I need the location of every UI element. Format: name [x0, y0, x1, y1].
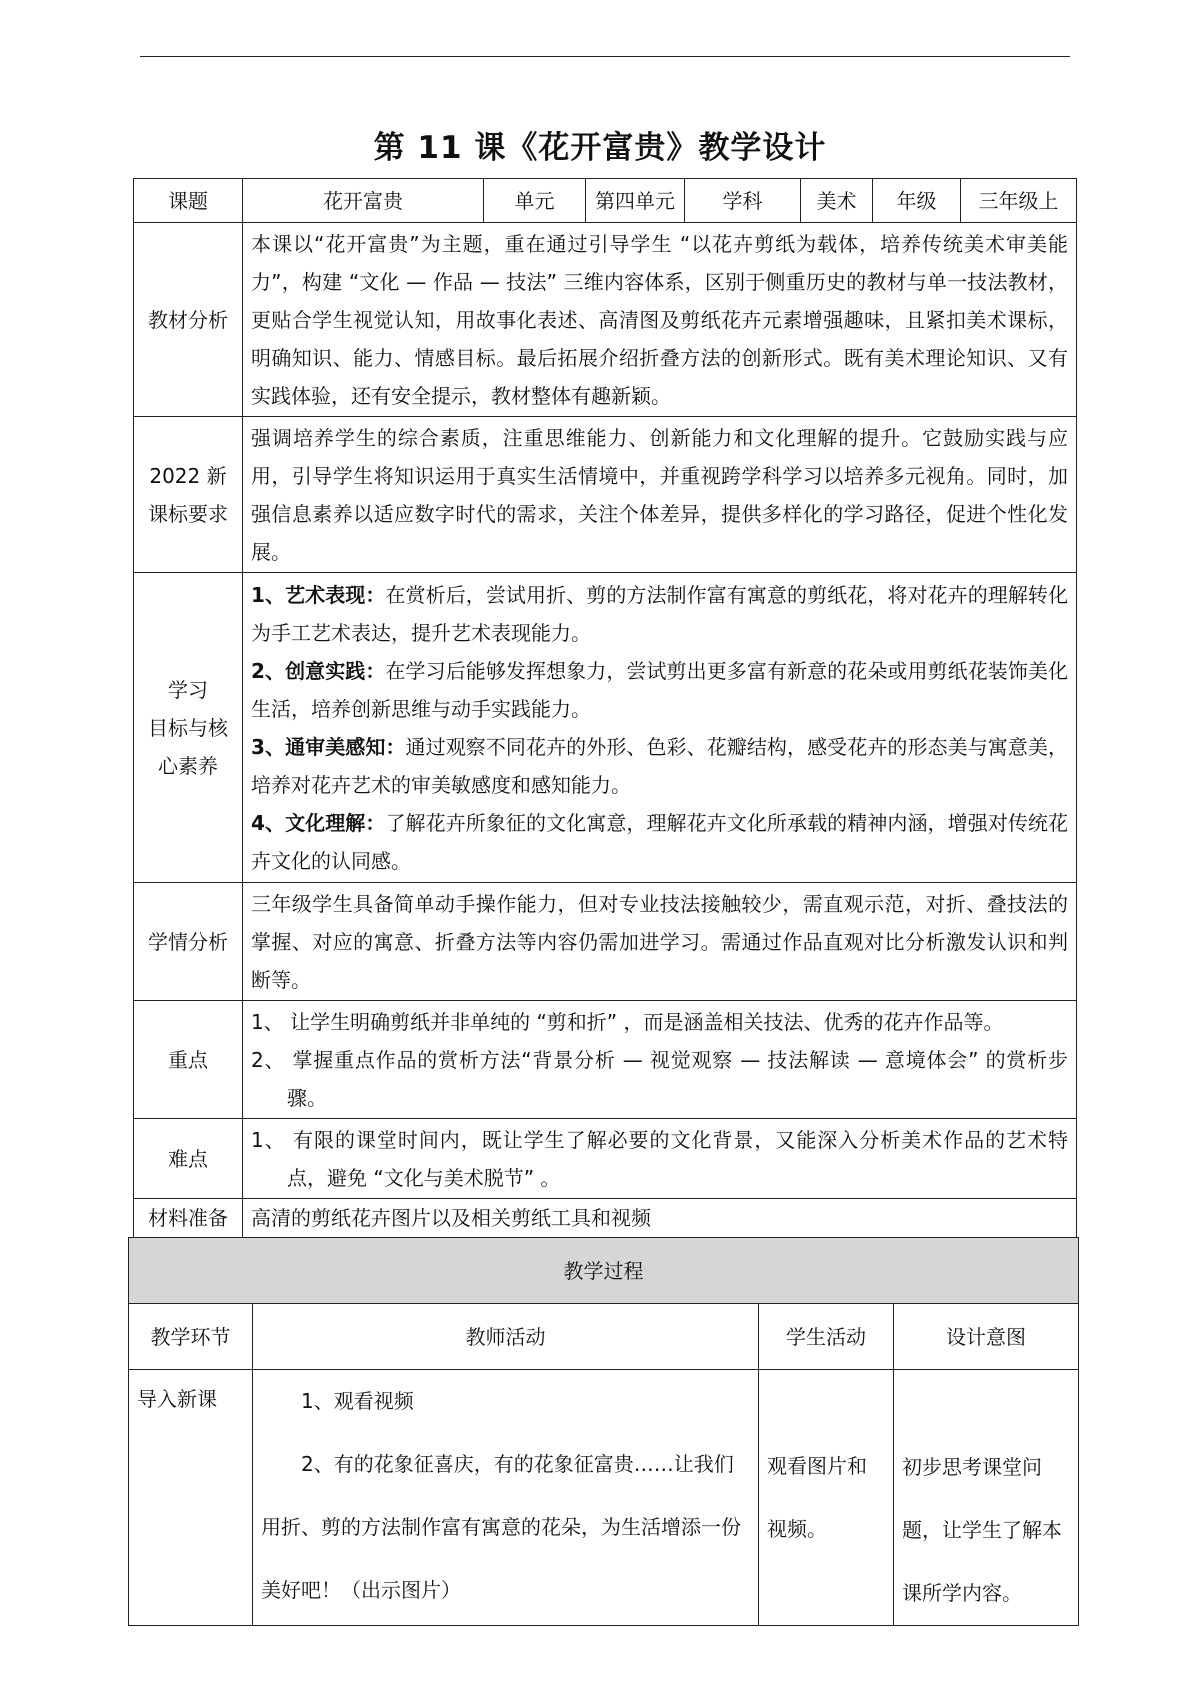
- key-row: [134, 1001, 1077, 1119]
- analysis-row: [134, 883, 1077, 1001]
- goal-item: [251, 728, 1068, 804]
- standard-label-line-2: 课标要求: [148, 501, 228, 526]
- goals-row: [134, 573, 1077, 883]
- lesson-info-table: [133, 178, 1077, 1238]
- header-row: [134, 179, 1077, 223]
- prep-label: 材料准备: [134, 1199, 243, 1238]
- goal-item-head: 2、创意实践：: [251, 658, 386, 683]
- intro-teacher: [253, 1370, 759, 1626]
- prep-row: [134, 1199, 1077, 1238]
- process-title: 教学过程: [129, 1238, 1079, 1304]
- goal-label-line-1: 学习: [168, 677, 208, 702]
- goal-item-text: 在学习后能够发挥想象力，尝试剪出更多富有新意的花朵或用剪纸花装饰美化生活，培养创新思维与动手实践能力。: [251, 658, 1069, 721]
- goal-item: [251, 576, 1068, 652]
- standard-row: [134, 417, 1077, 573]
- col-student: 学生活动: [759, 1304, 894, 1370]
- col-intent: 设计意图: [894, 1304, 1079, 1370]
- intro-student: 观看图片和视频。: [759, 1370, 894, 1626]
- difficulty-row: [134, 1119, 1077, 1199]
- key-point: 2、 掌握重点作品的赏析方法“背景分析 — 视觉观察 — 技法解读 — 意境体会” 的赏析步骤。: [251, 1047, 1068, 1110]
- standard-label: [134, 417, 243, 573]
- key-label: 重点: [134, 1001, 243, 1119]
- goal-item-text: 通过观察不同花卉的外形、色彩、花瓣结构，感受花卉的形态美与寓意美，培养对花卉艺术的审美敏感度和感知能力。: [251, 734, 1069, 797]
- page-title: 第 11 课《花开富贵》教学设计: [373, 130, 827, 166]
- goal-item-head: 3、通审美感知：: [251, 734, 406, 759]
- material-label: 教材分析: [134, 223, 243, 417]
- goal-item-head: 4、文化理解：: [251, 810, 386, 835]
- difficulty-label: 难点: [134, 1119, 243, 1199]
- subject-value: 美术: [801, 179, 873, 223]
- subject-label: 学科: [685, 179, 801, 223]
- key-point: 1、 让学生明确剪纸并非单纯的 “剪和折” ，而是涵盖相关技法、优秀的花卉作品等。: [251, 1009, 1004, 1034]
- col-teacher: 教师活动: [253, 1304, 759, 1370]
- key-cell: [243, 1001, 1077, 1119]
- topic-label: 课题: [134, 179, 243, 223]
- goal-item: [251, 804, 1068, 880]
- intro-teacher-line-1: 1、观看视频: [301, 1389, 414, 1413]
- material-text: 本课以“花开富贵”为主题，重在通过引导学生 “以花卉剪纸为载体，培养传统美术审美能力”，构建 “文化 — 作品 — 技法” 三维内容体系，区别于侧重历史的教材与单一技法教材，更贴合学生视觉认知，用故事化表述、高清图及剪纸花卉元素增强趣味，且紧扣美术课标，明确知识、能力、情感目标。最后拓展介绍折叠方法的创新形式。既有美术理论知识、又有实践体验，还有安全提示，教材整体有趣新颖。: [243, 223, 1077, 417]
- goal-label-line-3: 心素养: [158, 753, 218, 778]
- goal-label-line-2: 目标与核: [148, 715, 228, 740]
- unit-value: 第四单元: [586, 179, 685, 223]
- difficulty-cell: [243, 1119, 1077, 1199]
- analysis-text: 三年级学生具备简单动手操作能力，但对专业技法接触较少，需直观示范，对折、叠技法的掌握、对应的寓意、折叠方法等内容仍需加进学习。需通过作品直观对比分析激发认识和判断等。: [243, 883, 1077, 1001]
- prep-text: 高清的剪纸花卉图片以及相关剪纸工具和视频: [243, 1199, 1077, 1238]
- teaching-process-table: [128, 1237, 1079, 1626]
- process-title-row: [129, 1238, 1079, 1304]
- intro-intent: 初步思考课堂问题，让学生了解本课所学内容。: [894, 1370, 1079, 1626]
- goals-cell: [243, 573, 1077, 883]
- goal-item-head: 1、艺术表现：: [251, 582, 386, 607]
- goal-label: [134, 573, 243, 883]
- analysis-label: 学情分析: [134, 883, 243, 1001]
- header-rule: [140, 56, 1070, 57]
- intro-stage: 导入新课: [129, 1370, 253, 1626]
- grade-label: 年级: [873, 179, 961, 223]
- grade-value: 三年级上: [961, 179, 1077, 223]
- process-header-row: [129, 1304, 1079, 1370]
- standard-text: 强调培养学生的综合素质，注重思维能力、创新能力和文化理解的提升。它鼓励实践与应用，引导学生将知识运用于真实生活情境中，并重视跨学科学习以培养多元视角。同时，加强信息素养以适应数字时代的需求，关注个体差异，提供多样化的学习路径，促进个性化发展。: [243, 417, 1077, 573]
- material-row: [134, 223, 1077, 417]
- topic-value: 花开富贵: [243, 179, 484, 223]
- goal-item: [251, 652, 1068, 728]
- goal-item-text: 在赏析后，尝试用折、剪的方法制作富有寓意的剪纸花，将对花卉的理解转化为手工艺术表达，提升艺术表现能力。: [251, 582, 1069, 645]
- standard-label-line-1: 2022 新: [149, 463, 227, 488]
- col-stage: 教学环节: [129, 1304, 253, 1370]
- difficulty-text: 1、 有限的课堂时间内，既让学生了解必要的文化背景，又能深入分析美术作品的艺术特点，避免 “文化与美术脱节” 。: [251, 1127, 1068, 1190]
- goal-item-text: 了解花卉所象征的文化寓意，理解花卉文化所承载的精神内涵，增强对传统花卉文化的认同感。: [251, 810, 1069, 873]
- unit-label: 单元: [484, 179, 586, 223]
- intro-teacher-line-2: 2、有的花象征喜庆，有的花象征富贵……让我们用折、剪的方法制作富有寓意的花朵，为生活增添一份美好吧！（出示图片）: [261, 1452, 741, 1602]
- intro-row: [129, 1370, 1079, 1626]
